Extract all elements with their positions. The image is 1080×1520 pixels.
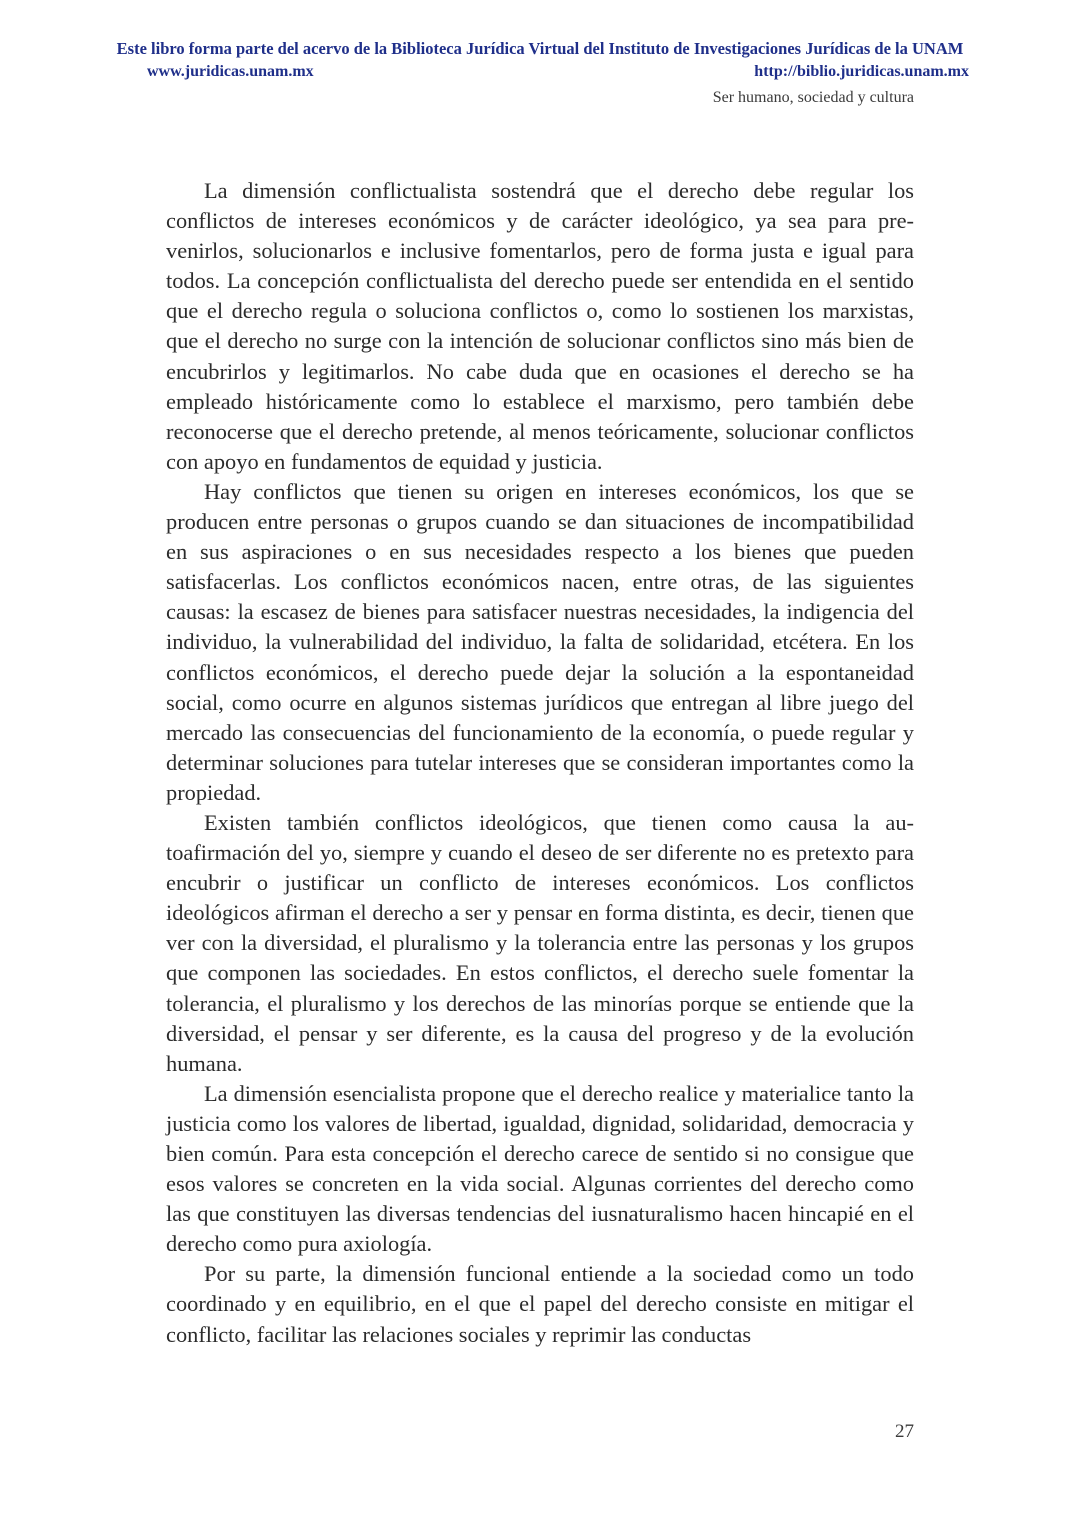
- library-notice-text: Este libro forma parte del acervo de la Biblioteca Jurídica Virtual del Instituto de Investigaciones Jurídicas de la UNAM: [116, 39, 964, 58]
- paragraph: La dimensión esencialista propone que el derecho realice y materialice tanto la justicia como los valores de libertad, igualdad, dignidad, solidaridad, democracia y bien común. Para esta concepción el derecho carece de sentido si no consigue que esos valores se concreten en la vida social. Algunas corrientes del derecho como las que constituyen las diversas tendencias del iusnaturalismo hacen hincapié en el derecho como pura axiología.: [166, 1080, 914, 1257]
- biblio-link[interactable]: http://biblio.juridicas.unam.mx: [754, 63, 969, 80]
- library-notice-banner: [0, 38, 1080, 60]
- paragraph: Existen también conflictos ideológicos, que tienen como causa la autoafirmación del yo, siempre y cuando el deseo de ser diferente no es pretexto para encubrir o justificar un conflicto de intereses económicos. Los conflictos ideológicos afirman el derecho a ser y pensar en forma distinta, es decir, tienen que ver con la diversidad, el pluralismo y la tolerancia entre las personas y los grupos que componen las sociedades. En estos conflictos, el derecho suele fomentar la tolerancia, el pluralismo y los derechos de las minorías porque se entiende que la diversidad, el pensar y ser diferente, es la causa del progreso y de la evolución humana.: [166, 809, 914, 1076]
- banner-links: [147, 62, 969, 82]
- paragraph: Por su parte, la dimensión funcional entiende a la sociedad como un todo coordinado y en equilibrio, en el que el papel del derecho consiste en mitigar el conflicto, facilitar las relaciones sociales y reprimir las conductas: [166, 1261, 914, 1347]
- running-head: Ser humano, sociedad y cultura: [712, 89, 914, 106]
- page-number: 27: [895, 1421, 914, 1442]
- juridicas-link[interactable]: www.juridicas.unam.mx: [147, 63, 314, 80]
- page-body: [166, 176, 914, 1350]
- paragraph: La dimensión conflictualista sostendrá que el derecho debe regular los conflictos de intereses económicos y de carácter ideológico, ya sea para prevenirlos, solucionarlos e inclusive fomentarlos, pero de forma justa e igual para todos. La concepción conflictualista del derecho puede ser entendida en el sentido que el derecho regula o soluciona conflictos o, como lo sostienen los marxistas, que el derecho no surge con la intención de solucionar conflictos sino más bien de encubrirlos y legitimarlos. No cabe duda que en ocasiones el derecho se ha empleado históricamente como lo establece el marxismo, pero también debe reconocerse que el derecho pretende, al menos teóricamente, solucionar conflictos con apoyo en fundamentos de equidad y justicia.: [166, 178, 914, 474]
- paragraph: Hay conflictos que tienen su origen en intereses económicos, los que se producen entre personas o grupos cuando se dan situaciones de incompatibilidad en sus aspiraciones o en sus necesidades respecto a los bienes que pueden satisfacerlas. Los conflictos económicos nacen, entre otras, de las siguientes causas: la escasez de bienes para satisfacer nuestras necesidades, la indigencia del individuo, la vulnerabilidad del individuo, la falta de solidaridad, etcétera. En los conflictos económicos, el derecho puede dejar la solución a la espontaneidad social, como ocurre en algunos sistemas jurídicos que entregan al libre juego del mercado las consecuencias del funcionamiento de la economía, o puede regular y determinar soluciones para tutelar intereses que se consideran importantes como la propiedad.: [166, 478, 914, 805]
